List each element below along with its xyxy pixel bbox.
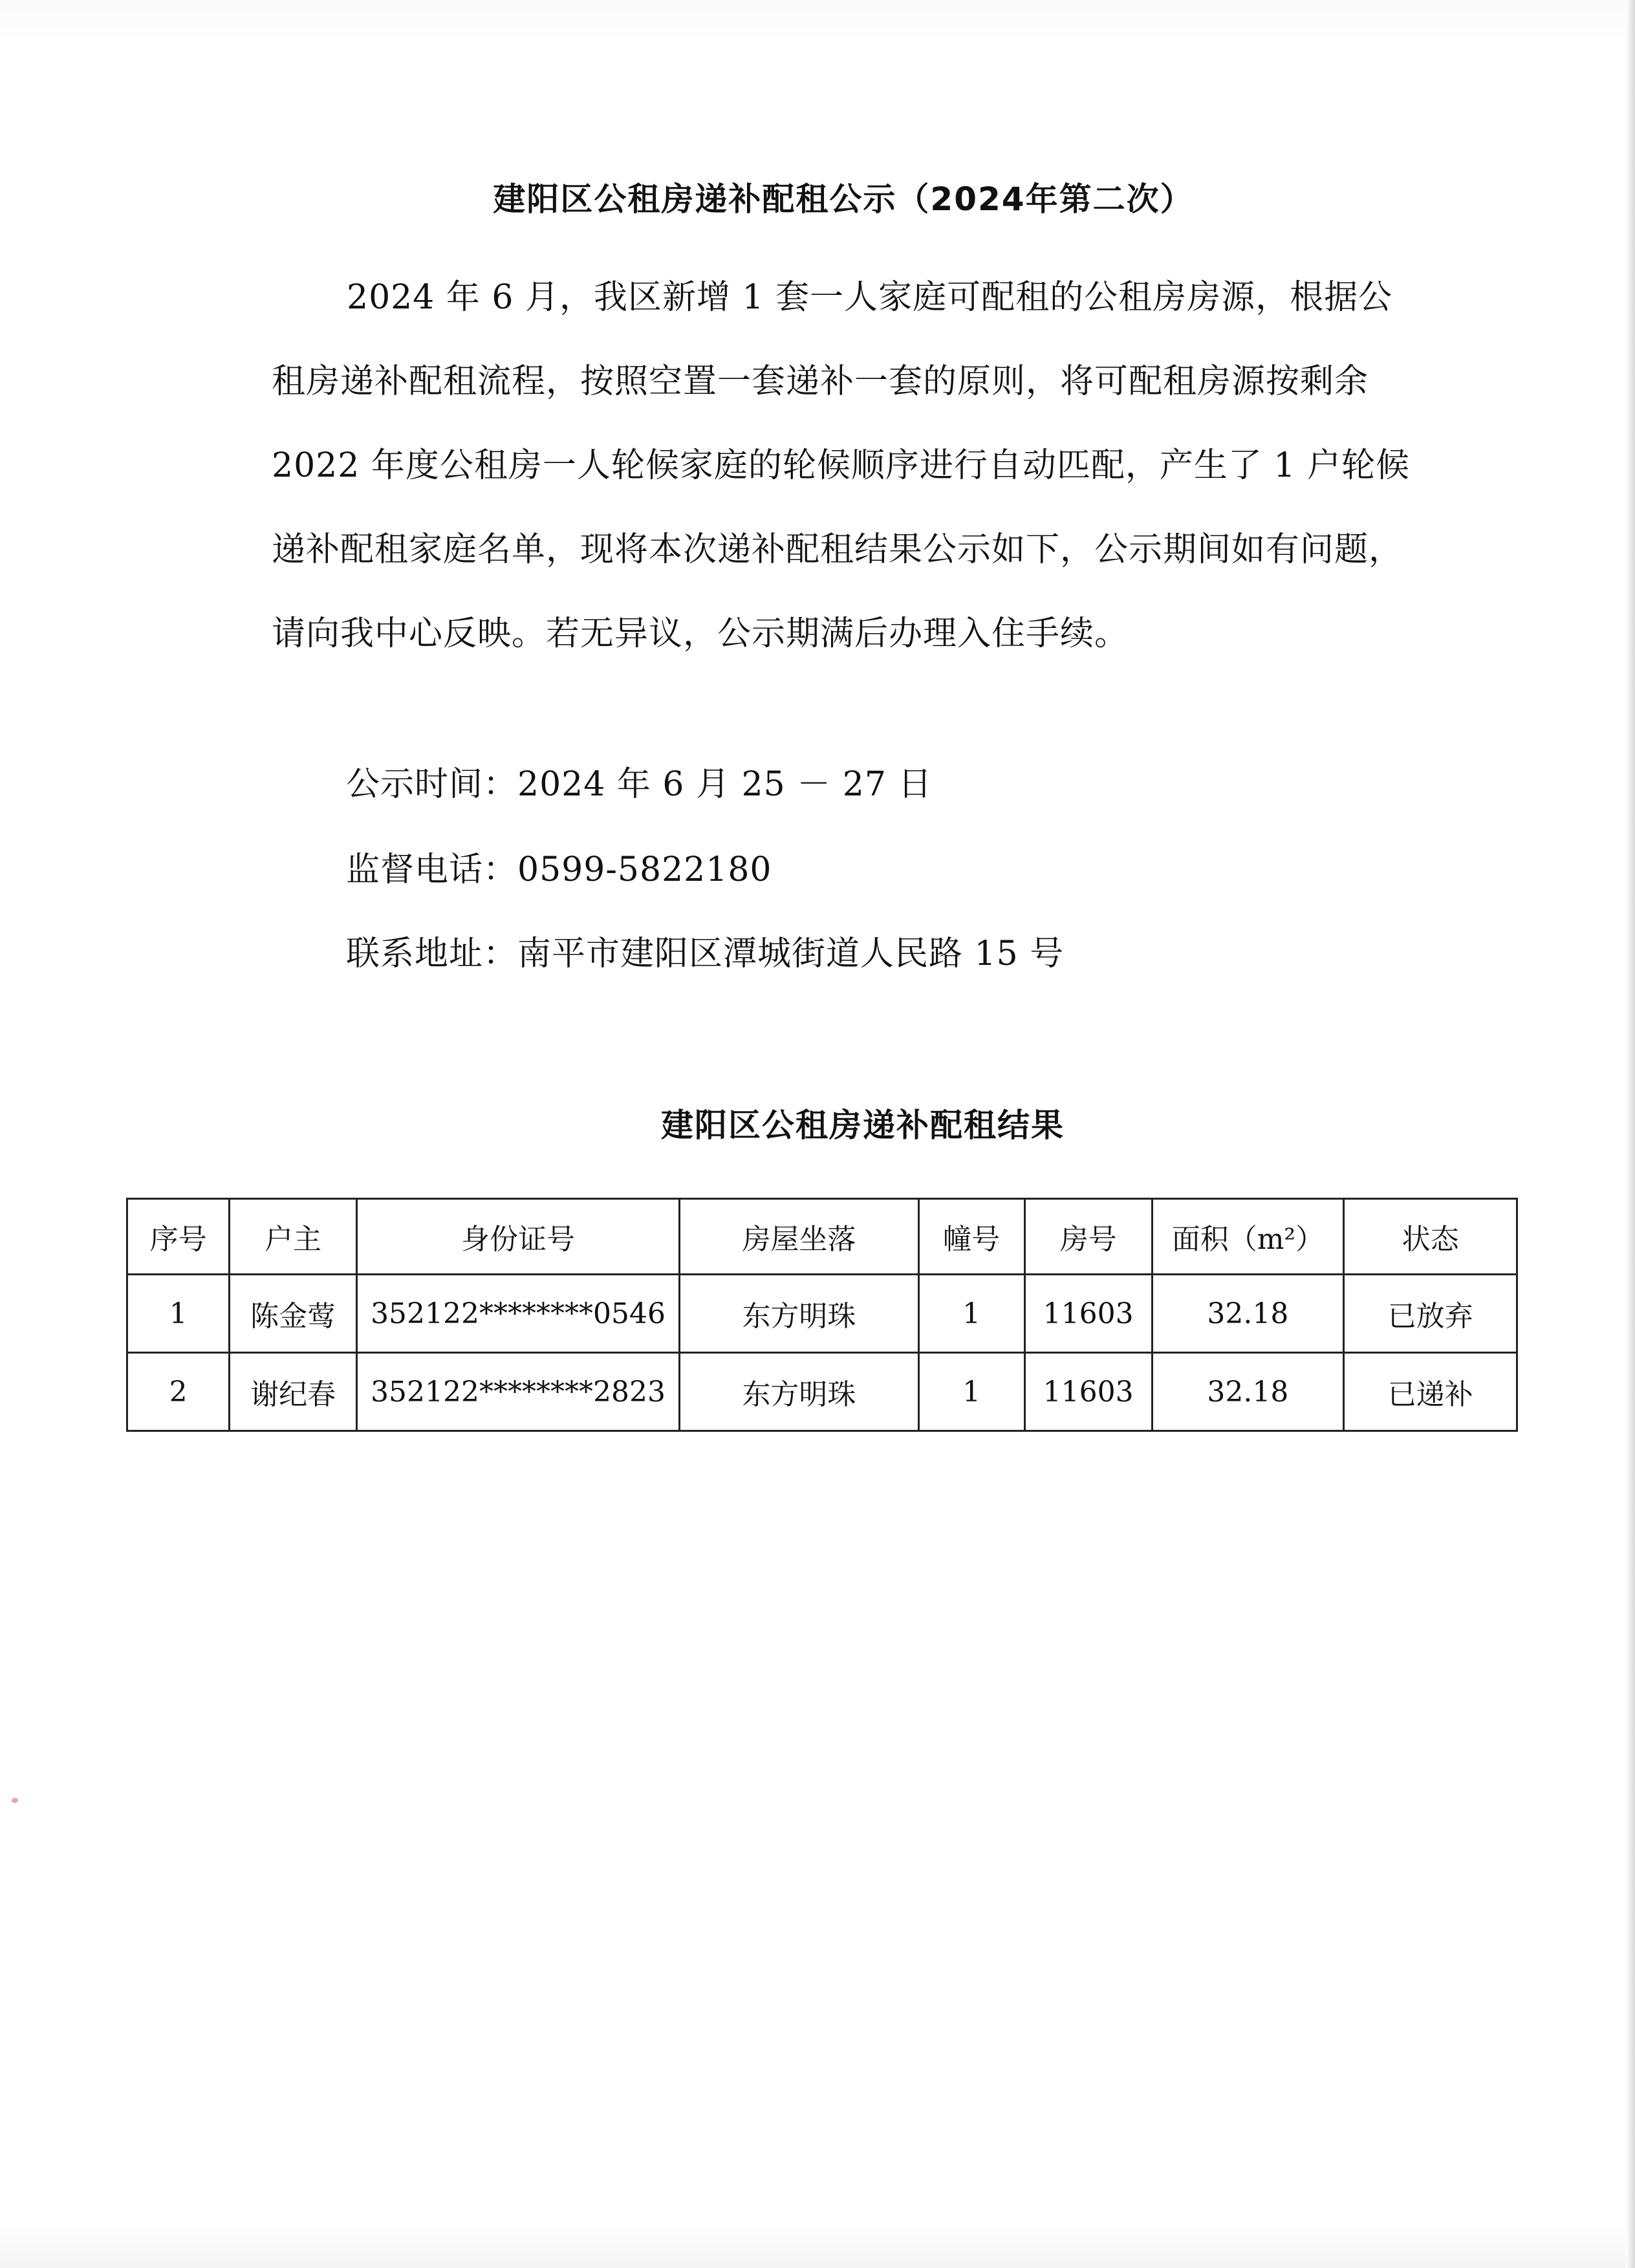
contact-address-value: 南平市建阳区潭城街道人民路 15 号	[517, 934, 1065, 973]
header-room: 房号	[1024, 1199, 1152, 1275]
cell-area: 32.18	[1152, 1353, 1344, 1431]
cell-status: 已递补	[1344, 1353, 1517, 1431]
header-id-number: 身份证号	[356, 1199, 679, 1275]
supervision-phone-label: 监督电话：	[346, 850, 518, 889]
header-status: 状态	[1344, 1199, 1517, 1275]
cell-householder: 陈金莺	[230, 1275, 357, 1353]
table-row	[127, 1353, 1517, 1431]
supervision-phone-value: 0599-5822180	[517, 850, 772, 889]
cell-householder: 谢纪春	[230, 1353, 357, 1431]
header-location: 房屋坐落	[680, 1199, 918, 1275]
notice-time-value: 2024 年 6 月 25 － 27 日	[517, 765, 933, 804]
contact-address-line	[346, 926, 1064, 975]
table-row	[127, 1275, 1517, 1353]
header-area: 面积（m²）	[1152, 1199, 1344, 1275]
header-householder: 户主	[230, 1199, 357, 1275]
supervision-phone-line	[346, 842, 772, 891]
cell-location: 东方明珠	[680, 1353, 918, 1431]
cell-room: 11603	[1024, 1275, 1152, 1353]
cell-index: 2	[127, 1353, 230, 1431]
cell-building: 1	[918, 1275, 1024, 1353]
notice-title: 建阳区公租房递补配租公示（2024年第二次）	[493, 180, 1194, 218]
table-header-row	[127, 1199, 1517, 1275]
cell-location: 东方明珠	[680, 1275, 918, 1353]
cell-building: 1	[918, 1353, 1024, 1431]
header-building: 幢号	[918, 1199, 1024, 1275]
cell-id-number: 352122********2823	[356, 1353, 679, 1431]
cell-id-number: 352122********0546	[356, 1275, 679, 1353]
cell-status: 已放弃	[1344, 1275, 1517, 1353]
contact-address-label: 联系地址：	[346, 934, 518, 973]
results-table-title: 建阳区公租房递补配租结果	[661, 1106, 1065, 1144]
cell-room: 11603	[1024, 1353, 1152, 1431]
results-table	[126, 1198, 1518, 1432]
header-index: 序号	[127, 1199, 230, 1275]
scan-speck	[12, 1798, 18, 1803]
notice-time-line	[346, 757, 932, 805]
notice-time-label: 公示时间：	[346, 765, 518, 804]
cell-area: 32.18	[1152, 1275, 1344, 1353]
notice-body-paragraph: 2024 年 6 月，我区新增 1 套一人家庭可配租的公租房房源，根据公租房递补配租流程，按照空置一套递补一套的原则，将可配租房源按剩余 2022 年度公租房一人轮候家庭的轮候顺序进行自动匹配，产生了 1 户轮候递补配租家庭名单，现将本次递补配租结果公示如下，公示期间如有问题，请向我中心反映。若无异议，公示期满后办理入住手续。	[272, 278, 1411, 653]
cell-index: 1	[127, 1275, 230, 1353]
